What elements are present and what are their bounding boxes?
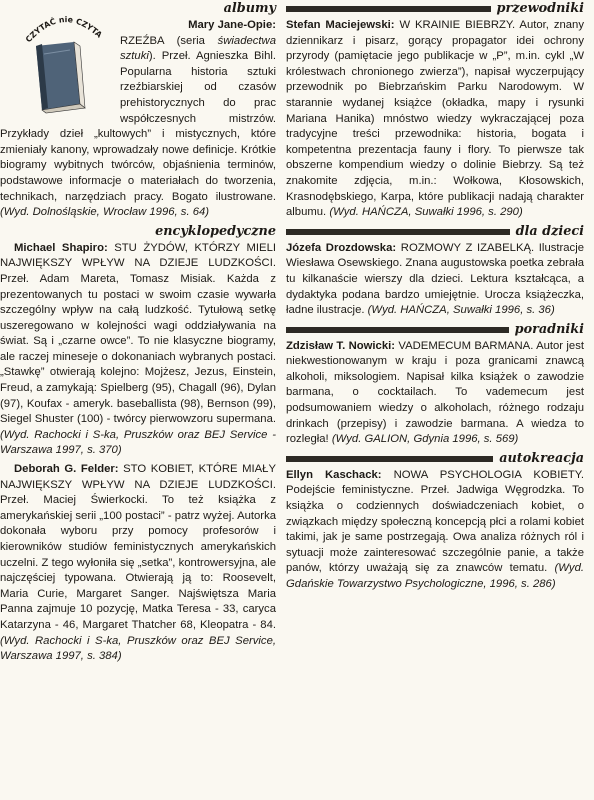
review-author: Mary Jane-Opie:: [188, 19, 276, 31]
review-author: Michael Shapiro:: [14, 241, 108, 254]
category-heading-encyklopedyczne: encyklopedyczne: [155, 223, 276, 239]
category-heading-albumy: albumy: [223, 1, 276, 17]
heading-rule: [286, 456, 493, 462]
review-source: (Wyd. GALION, Gdynia 1996, s. 569): [331, 433, 519, 446]
review-source: (Wyd. HAŃCZA, Suwałki 1996, s. 36): [367, 304, 555, 317]
book-icon: [30, 40, 86, 114]
left-column: [0, 0, 276, 665]
review-dla-dzieci: Józefa Drozdowska: ROZMOWY Z IZABELKĄ. Ilustracje Wiesława Osewskiego. Znana augustowska poetka zebrała tu kilkanaście wierszy dla dzieci. Lektura kształcąca, a dydaktyka podana bardzo umiejętnie. Urocza książeczka, ładne ilustracje. (Wyd. HAŃCZA, Suwałki 1996, s. 36): [286, 241, 585, 317]
category-heading-dla-dzieci: dla dzieci: [286, 223, 584, 241]
review-poradniki: Zdzisław T. Nowicki: VADEMECUM BARMANA. Autor jest niekwestionowanym w kraju i poza granicami znawcą alkoholi, miksologiem. Napisał kilka książek o zawodzie barmana, o cocktailach. To vademecum jest podsumowaniem wiedzy o alkoholach, różnego rodzaju drinkach (przepisy) i zawodzie barmana. A wiedza to rozległa! (Wyd. GALION, Gdynia 1996, s. 569): [286, 339, 584, 446]
review-source: (Wyd. Rachocki i S-ka, Pruszków oraz BEJ Service, Warszawa 1997, s. 384): [0, 634, 276, 663]
right-column: [286, 0, 584, 593]
review-author: Zdzisław T. Nowicki:: [286, 339, 396, 352]
review-encyklopedyczne-1: Michael Shapiro: STU ŻYDÓW, KTÓRZY MIELI NAJWIĘKSZY WPŁYW NA DZIEJE LUDZKOŚCI. Przeł. Adam Mareta, Tomasz Misiak. Każda z prezentowanych tu postaci w swoim czasie wywarła szczególny wpływ na całą ludzkość. Tytułową setkę uszeregowano w kolejności wagi oddziaływania na świat. Są i „czarne owce”. To nie klasyczne biogramy, ale raczej mineseje o dokonaniach wybranych postaci. „Stawkę” otwierają kolejno: Mojżesz, Jezus, Einstein, Freud, a zamykają: Spielberg (95), Chagall (96), Dylan (97), Koufax - ameryk. baseballista (98), Bernson (99), Siegel Shuster (100) - twórcy pierwowzoru supermana. (Wyd. Rachocki i S-ka, Pruszków oraz BEJ Service - Warszawa 1997, s. 370): [0, 241, 276, 457]
review-author: Ellyn Kaschack:: [286, 468, 382, 481]
review-albumy-body: RZEŹBA (seria świadectwa sztuki). Przeł. Agnieszka Bihl. Popularna historia sztuki rzeźbiarskiej od czasów prehistorycznych do prac współczesnych mistrzów. Przykłady dzieł „kultowych” i mistycznych, które zmieniały kanony, wprowadzały nowe definicje. Krótkie biogramy wybitnych twórców, objaśnienia terminów, podstawowe informacje o materiałach do tworzenia, technikach, narzędziach pracy. Bogato ilustrowane. (Wyd. Dolnośląskie, Wrocław 1996, s. 64): [0, 34, 276, 219]
review-source: (Wyd. HAŃCZA, Suwałki 1996, s. 290): [329, 206, 523, 219]
book-stamp-illustration: [0, 0, 116, 120]
review-author: Stefan Maciejewski:: [286, 19, 395, 31]
heading-rule: [286, 327, 509, 333]
svg-text:CZYTAĆ nie CZYTAĆ: CZYTAĆ nie CZYTA: [23, 15, 104, 45]
category-heading-poradniki: poradniki: [286, 321, 584, 339]
heading-rule: [286, 6, 491, 12]
review-source: (Wyd. Gdańskie Towarzystwo Psychologiczne, 1996, s. 286): [286, 562, 584, 590]
category-heading-autokreacja: autokreacja: [286, 450, 584, 468]
review-przewodniki: Stefan Maciejewski: W KRAINIE BIEBRZY. Autor, znany dziennikarz i pisarz, gorący propagator idei ochrony przyrody (pamiętacie jego publikacje w „P”, m.in. cykl „W królestwach chronionego zwierza”), napisał wyczerpujący przewodnik po Biebrzańskim Parku Narodowym. W starannie wydanej książce (okładka, mapy i rysunki Mariana Hanika) mnóstwo wiedzy wykraczającej poza tradycyjne treści przewodnika: historia, bogata i kompetentna prezentacja fauny i flory. To pierwsze tak obszerne kompendium wiedzy o dolinie Biebrzy. Są też znakomite zdjęcia, m.in.: Wołkowa, Kłosowskich, Krasnodębskiego, Karpa, które publikacji nadają charakter albumu. (Wyd. HAŃCZA, Suwałki 1996, s. 290): [286, 19, 584, 219]
category-heading-przewodniki: przewodniki: [286, 0, 584, 18]
review-author: Józefa Drozdowska:: [286, 241, 397, 254]
review-source: (Wyd. Dolnośląskie, Wrocław 1996, s. 64): [0, 206, 210, 219]
review-autokreacja: Ellyn Kaschack: NOWA PSYCHOLOGIA KOBIETY. Podejście feministyczne. Przeł. Jadwiga Węgrodzka. To książka o codziennych doświadczeniach kobiet, o związkach między społeczną koncepcją płci a rolami kobiet takimi, jak je same postrzegają. Owa analiza różnych ról i sytuacji może zainteresować szczególnie panie, a także panów, którzy uważają się za znawców tematu. (Wyd. Gdańskie Towarzystwo Psychologiczne, 1996, s. 286): [286, 468, 584, 590]
review-encyklopedyczne-2: Deborah G. Felder: STO KOBIET, KTÓRE MIAŁY NAJWIĘKSZY WPŁYW NA DZIEJE LUDZKOŚCI. Przeł. Maciej Świerkocki. To też książka z amerykańskiej serii „100 postaci” - patrz wyżej. Autorka dokonała wyboru przy pomocy profesorów i kierowników studiów feministycznych amerykańskich uczelni. Z tego wyłoniła się „setka”, kontrowersyjna, ale najczęściej typowana. Otwierają ją to: Roosevelt, Maria Curie, Margaret Sanger. Najświętsza Maria Panna zajmuje 10 pozycję, Matka Teresa - 33, caryca Katarzyna - 46, Margaret Thatcher 68, Kleopatra - 84. (Wyd. Rachocki i S-ka, Pruszków oraz BEJ Service, Warszawa 1997, s. 384): [0, 463, 276, 663]
heading-rule: [286, 229, 510, 235]
review-source: (Wyd. Rachocki i S-ka, Pruszków oraz BEJ Service - Warszawa 1997, s. 370): [0, 428, 276, 457]
review-author: Deborah G. Felder:: [14, 463, 119, 476]
